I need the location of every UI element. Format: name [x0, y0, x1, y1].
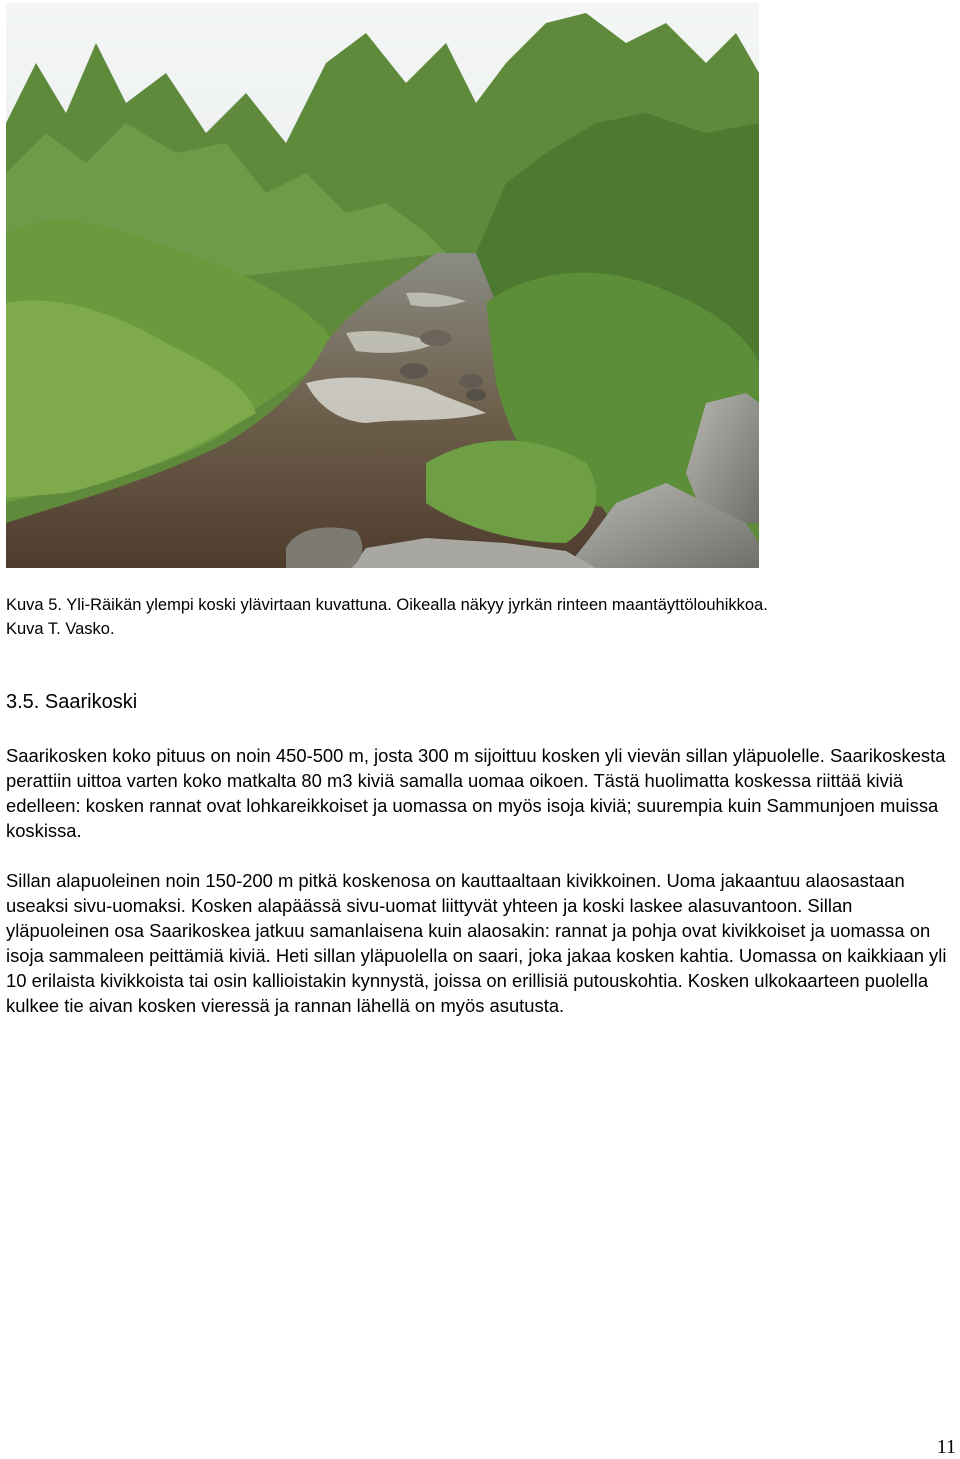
figure-caption: [6, 593, 946, 641]
body-paragraph-1: Saarikosken koko pituus on noin 450-500 m, josta 300 m sijoittuu kosken yli vievän sillan yläpuolelle. Saarikoskesta perattiin uittoa varten koko matkalta 80 m3 kiviä samalla uomaa oikoen. Tästä huolimatta koskessa riittää kiviä edelleen: kosken rannat ovat lohkareikkoiset ja uomassa on myös isoja kiviä; suurempia kuin Sammunjoen muissa koskissa.: [6, 745, 946, 841]
river-photo-drawing: [6, 3, 759, 568]
page-number: 11: [936, 1436, 956, 1458]
figure-caption-line-1: Kuva 5. Yli-Räikän ylempi koski ylävirtaan kuvattuna. Oikealla näkyy jyrkän rinteen maantäyttölouhikkoa.: [6, 596, 768, 614]
river-photo: [6, 3, 759, 568]
section-heading: 3.5. Saarikoski: [6, 691, 138, 713]
figure-caption-line-2: Kuva T. Vasko.: [6, 620, 115, 638]
body-paragraph-2: Sillan alapuoleinen noin 150-200 m pitkä koskenosa on kauttaaltaan kivikkoinen. Uoma jakaantuu alaosastaan useaksi sivu-uomaksi. Kosken alapäässä sivu-uomat liittyvät yhteen ja koski laskee alasuvantoon. Sillan yläpuoleinen osa Saarikoskea jatkuu samanlaisena kuin alaosakin: rannat ja pohja ovat kivikkoiset ja uomassa on isoja sammaleen peittämiä kiviä. Heti sillan yläpuolella on saari, joka jakaa kosken kahtia. Uomassa on kaikkiaan yli 10 erilaista kivikkoista tai osin kallioistakin kynnystä, joissa on erillisiä putouskohtia. Kosken ulkokaarteen puolella kulkee tie aivan kosken vieressä ja rannan lähellä on myös asutusta.: [6, 870, 947, 1016]
